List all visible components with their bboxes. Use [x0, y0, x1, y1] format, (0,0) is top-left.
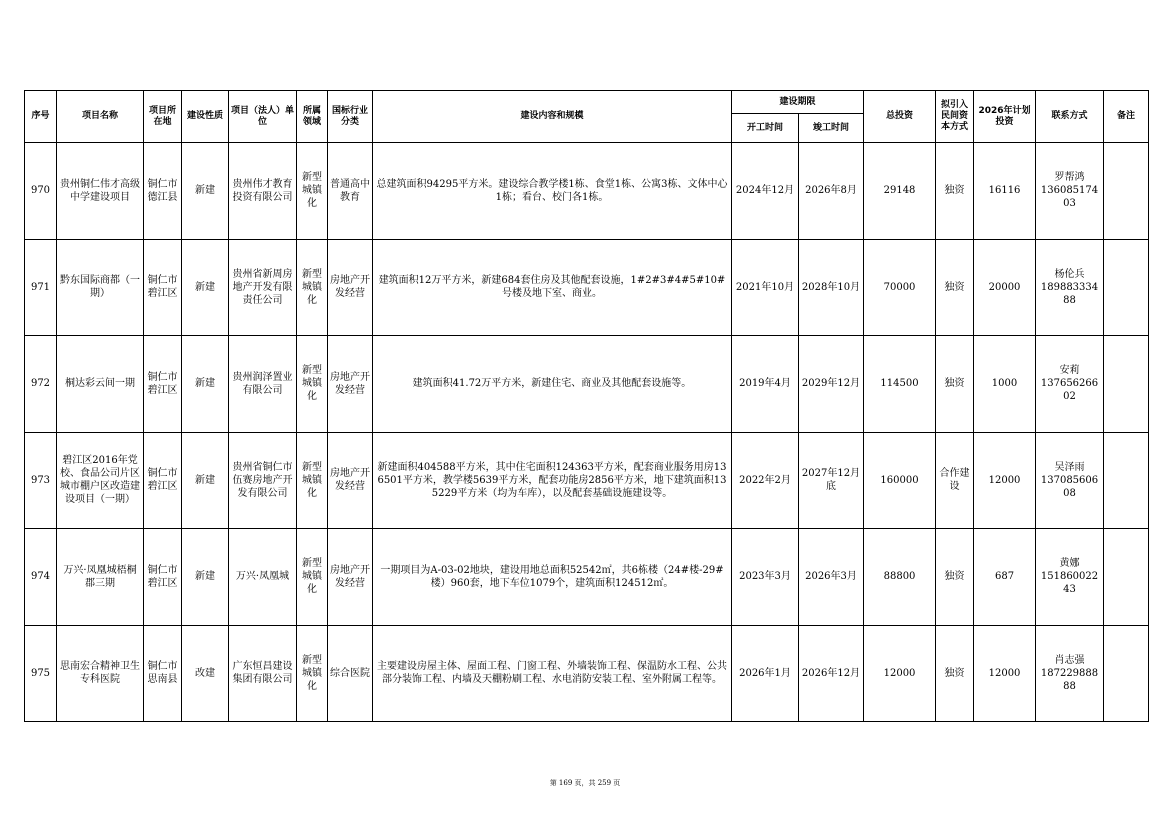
- cell-field: 新型城镇化: [297, 143, 328, 240]
- header-name: 项目名称: [57, 91, 144, 143]
- contact-name: 肖志强: [1054, 654, 1085, 666]
- cell-plan: 12000: [974, 432, 1036, 529]
- cell-contact: [1036, 432, 1104, 529]
- contact-phone: 15186002243: [1040, 571, 1099, 596]
- cell-seq: 974: [25, 529, 57, 626]
- contact-phone: 13708560608: [1040, 474, 1099, 499]
- cell-end: 2026年8月: [799, 143, 864, 240]
- contact-phone: 13765626602: [1040, 378, 1099, 403]
- cell-contact: [1036, 529, 1104, 626]
- cell-end: 2028年10月: [799, 239, 864, 336]
- cell-seq: 975: [25, 625, 57, 722]
- cell-name: 碧江区2016年党校、食品公司片区城市棚户区改造建设项目（一期）: [57, 432, 144, 529]
- cell-location: 铜仁市碧江区: [144, 529, 182, 626]
- cell-nature: 新建: [182, 432, 229, 529]
- table-row: [25, 143, 1149, 240]
- cell-end: 2026年3月: [799, 529, 864, 626]
- cell-industry: 普通高中教育: [328, 143, 373, 240]
- cell-industry: 房地产开发经营: [328, 432, 373, 529]
- cell-industry: 综合医院: [328, 625, 373, 722]
- cell-field: 新型城镇化: [297, 432, 328, 529]
- table-row: [25, 336, 1149, 433]
- table-row: [25, 625, 1149, 722]
- cell-remark: [1104, 432, 1149, 529]
- cell-start: 2023年3月: [732, 529, 799, 626]
- header-content: 建设内容和规模: [373, 91, 732, 143]
- contact-name: 安莉: [1059, 365, 1080, 377]
- cell-capital: 独资: [936, 336, 974, 433]
- cell-start: 2024年12月: [732, 143, 799, 240]
- header-total: 总投资: [864, 91, 936, 143]
- project-table: [24, 90, 1149, 722]
- header-start: 开工时间: [732, 114, 799, 143]
- header-location: 项目所在地: [144, 91, 182, 143]
- cell-content: 建筑面积12万平方米，新建684套住房及其他配套设施，1#2#3#4#5#10#号楼及地下室、商业。: [373, 239, 732, 336]
- cell-content: 一期项目为A-03-02地块，建设用地总面积52542㎡，共6栋楼（24#楼-29#楼）960套，地下车位1079个，建筑面积124512㎡。: [373, 529, 732, 626]
- table-body: [25, 143, 1149, 722]
- cell-remark: [1104, 336, 1149, 433]
- cell-location: 铜仁市碧江区: [144, 336, 182, 433]
- cell-nature: 新建: [182, 143, 229, 240]
- header-period: 建设期限: [732, 91, 864, 114]
- cell-contact: [1036, 625, 1104, 722]
- cell-seq: 970: [25, 143, 57, 240]
- contact-phone: 18988333488: [1040, 281, 1099, 306]
- page-footer: 第 169 页，共 259 页: [549, 779, 621, 787]
- cell-nature: 改建: [182, 625, 229, 722]
- cell-industry: 房地产开发经营: [328, 239, 373, 336]
- cell-capital: 合作建设: [936, 432, 974, 529]
- contact-name: 黄娜: [1059, 558, 1080, 570]
- cell-capital: 独资: [936, 625, 974, 722]
- cell-content: 主要建设房屋主体、屋面工程、门窗工程、外墙装饰工程、保温防水工程、公共部分装饰工程、内墙及天棚粉刷工程、水电消防安装工程、室外附属工程等。: [373, 625, 732, 722]
- cell-end: 2026年12月: [799, 625, 864, 722]
- header-nature: 建设性质: [182, 91, 229, 143]
- cell-start: 2021年10月: [732, 239, 799, 336]
- cell-start: 2026年1月: [732, 625, 799, 722]
- cell-end: 2027年12月底: [799, 432, 864, 529]
- cell-plan: 20000: [974, 239, 1036, 336]
- cell-name: 万兴·凤凰城梧桐郡三期: [57, 529, 144, 626]
- cell-location: 铜仁市碧江区: [144, 239, 182, 336]
- cell-field: 新型城镇化: [297, 625, 328, 722]
- cell-name: 思南宏合精神卫生专科医院: [57, 625, 144, 722]
- header-field: 所属领域: [297, 91, 328, 143]
- cell-unit: 贵州伟才教育投资有限公司: [229, 143, 297, 240]
- cell-contact: [1036, 336, 1104, 433]
- cell-capital: 独资: [936, 143, 974, 240]
- cell-field: 新型城镇化: [297, 529, 328, 626]
- cell-unit: 贵州润泽置业有限公司: [229, 336, 297, 433]
- cell-unit: 万兴·凤凰城: [229, 529, 297, 626]
- cell-nature: 新建: [182, 239, 229, 336]
- cell-capital: 独资: [936, 529, 974, 626]
- cell-total: 12000: [864, 625, 936, 722]
- cell-total: 70000: [864, 239, 936, 336]
- contact-name: 杨伦兵: [1054, 268, 1085, 280]
- header-remark: 备注: [1104, 91, 1149, 143]
- header-industry: 国标行业分类: [328, 91, 373, 143]
- cell-name: 桐达彩云间一期: [57, 336, 144, 433]
- cell-contact: [1036, 143, 1104, 240]
- cell-industry: 房地产开发经营: [328, 336, 373, 433]
- cell-unit: 广东恒昌建设集团有限公司: [229, 625, 297, 722]
- table-row: [25, 432, 1149, 529]
- cell-field: 新型城镇化: [297, 336, 328, 433]
- cell-contact: [1036, 239, 1104, 336]
- contact-name: 吴泽雨: [1054, 461, 1085, 473]
- contact-name: 罗帮鸿: [1054, 172, 1085, 184]
- cell-remark: [1104, 529, 1149, 626]
- header-capital: 拟引入民间资本方式: [936, 91, 974, 143]
- cell-remark: [1104, 625, 1149, 722]
- cell-unit: 贵州省铜仁市伍赛房地产开发有限公司: [229, 432, 297, 529]
- cell-content: 新建面积404588平方米，其中住宅面积124363平方米，配套商业服务用房136501平方米，教学楼5639平方米，配套功能房2856平方米，地下建筑面积135229平方米（均为车库），以及配套基础设施建设等。: [373, 432, 732, 529]
- cell-name: 黔东国际商都（一期）: [57, 239, 144, 336]
- cell-plan: 1000: [974, 336, 1036, 433]
- cell-plan: 12000: [974, 625, 1036, 722]
- cell-content: 总建筑面积94295平方米。建设综合教学楼1栋、食堂1栋、公寓3栋、文体中心1栋；看台、校门各1栋。: [373, 143, 732, 240]
- header-contact: 联系方式: [1036, 91, 1104, 143]
- cell-seq: 973: [25, 432, 57, 529]
- cell-plan: 687: [974, 529, 1036, 626]
- cell-content: 建筑面积41.72万平方米，新建住宅、商业及其他配套设施等。: [373, 336, 732, 433]
- cell-total: 160000: [864, 432, 936, 529]
- cell-seq: 972: [25, 336, 57, 433]
- cell-remark: [1104, 143, 1149, 240]
- cell-unit: 贵州省新周房地产开发有限责任公司: [229, 239, 297, 336]
- header-seq: 序号: [25, 91, 57, 143]
- cell-end: 2029年12月: [799, 336, 864, 433]
- cell-remark: [1104, 239, 1149, 336]
- cell-total: 88800: [864, 529, 936, 626]
- table-row: [25, 529, 1149, 626]
- cell-industry: 房地产开发经营: [328, 529, 373, 626]
- contact-phone: 13608517403: [1040, 185, 1099, 210]
- cell-location: 铜仁市思南县: [144, 625, 182, 722]
- cell-location: 铜仁市德江县: [144, 143, 182, 240]
- cell-field: 新型城镇化: [297, 239, 328, 336]
- cell-nature: 新建: [182, 336, 229, 433]
- header-end: 竣工时间: [799, 114, 864, 143]
- cell-plan: 16116: [974, 143, 1036, 240]
- cell-seq: 971: [25, 239, 57, 336]
- cell-start: 2022年2月: [732, 432, 799, 529]
- contact-phone: 18722988888: [1040, 667, 1099, 692]
- cell-total: 29148: [864, 143, 936, 240]
- cell-capital: 独资: [936, 239, 974, 336]
- cell-total: 114500: [864, 336, 936, 433]
- cell-name: 贵州铜仁伟才高级中学建设项目: [57, 143, 144, 240]
- cell-start: 2019年4月: [732, 336, 799, 433]
- table-row: [25, 239, 1149, 336]
- header-unit: 项目（法人）单位: [229, 91, 297, 143]
- cell-location: 铜仁市碧江区: [144, 432, 182, 529]
- header-plan: 2026年计划投资: [974, 91, 1036, 143]
- cell-nature: 新建: [182, 529, 229, 626]
